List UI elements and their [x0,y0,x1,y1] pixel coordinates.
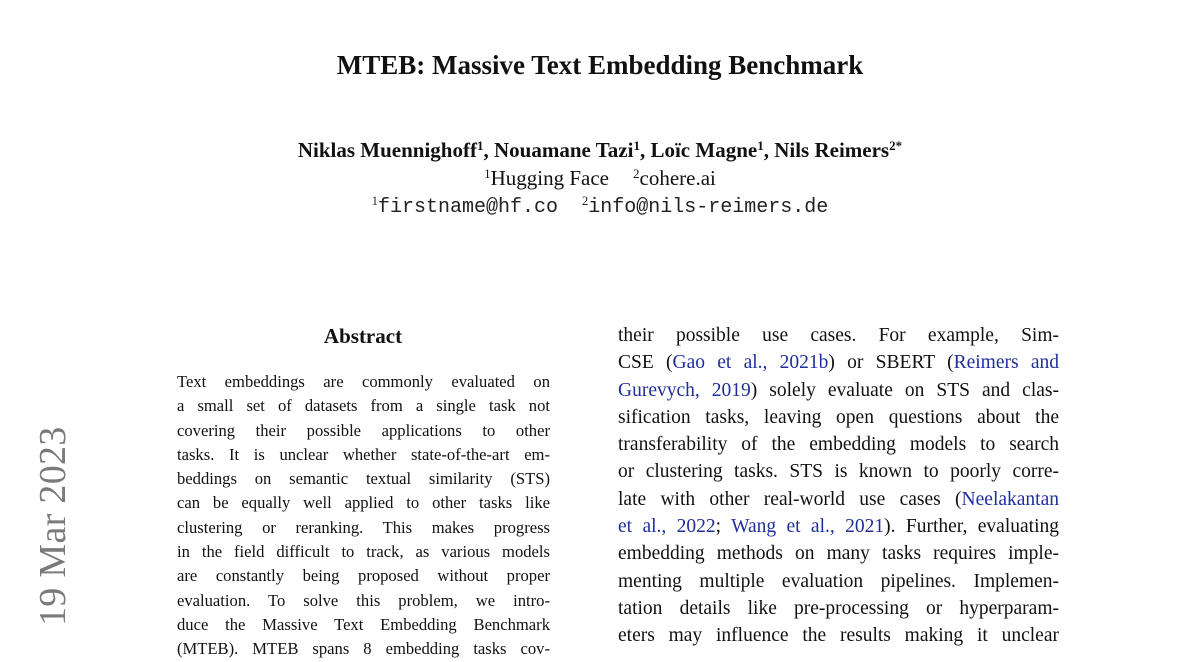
affiliation-mark: 2 [633,165,640,181]
text-line [618,568,1059,595]
citation-link[interactable]: Reimers and [953,352,1059,374]
abstract-line: covering their possible applications to other [177,420,550,440]
citation-link[interactable]: Gurevych, 2019 [618,379,751,401]
affiliation-mark: 1 [484,165,491,181]
text-line [618,486,1059,513]
author-name: Niklas Muennighoff [297,138,477,162]
email-mark: 2 [581,194,589,209]
citation-link[interactable]: Neelakantan [961,488,1059,510]
text-line [618,513,1059,540]
email-address: firstname@hf.co [377,196,558,219]
email-address: info@nils-reimers.de [588,196,829,219]
text-segment: eters may influence the results making it unclear [618,625,1059,647]
abstract-line: tasks. It is unclear whether state-of-the-art em- [177,444,550,464]
text-line [618,595,1059,622]
author-affiliation-mark: 1 [476,137,484,153]
abstract-line: in the field difficult to track, as various models [177,542,550,562]
affiliations [0,164,1200,192]
author-emails [0,194,1200,222]
text-segment: menting multiple evaluation pipelines. Implemen- [618,570,1059,592]
text-segment: embedding methods on many tasks requires imple- [618,543,1059,565]
author-affiliation-mark: 2* [889,137,903,153]
citation-link[interactable]: Wang et al., 2021 [731,516,885,538]
text-segment: their possible use cases. For example, Sim- [618,325,1059,346]
text-segment: ) solely evaluate on STS and clas- [750,379,1059,401]
author-name: Nouamane Tazi [494,138,634,162]
author-list: Niklas Muennighoff$^1$, Nouamane Tazi$^1$, Loïc Magne$^1$, Nils Reimers$^{2*}$ [297,137,903,162]
abstract-line: beddings on semantic textual similarity (STS) [177,469,550,489]
text-segment: ; [715,516,732,538]
author-affiliation-mark: 1 [633,137,640,153]
intro-column-text [618,322,1059,650]
citation-link[interactable]: et al., 2022 [618,516,716,538]
text-segment: CSE ( [618,352,673,374]
text-line [618,377,1059,404]
abstract-line: evaluation. To solve this problem, we intro- [177,590,550,610]
author-name: Nils Reimers [774,138,890,162]
text-line [618,458,1059,485]
text-segment: ). Further, evaluating [884,516,1059,538]
abstract-line: clustering or reranking. This makes progress [177,517,550,537]
affiliation-name: Hugging Face [490,166,610,190]
text-line [618,540,1059,567]
text-segment: or clustering tasks. STS is known to poorly corre- [618,461,1059,483]
text-line [618,322,1059,349]
text-line [618,622,1059,649]
abstract-text [177,370,550,662]
abstract-line: duce the Massive Text Embedding Benchmark [177,614,550,634]
abstract-line: are constantly being proposed without proper [177,566,550,586]
abstract-line: (MTEB). MTEB spans 8 embedding tasks cov- [177,639,550,659]
text-line [618,349,1059,376]
citation-link[interactable]: Gao et al., 2021b [672,352,829,374]
text-line [618,431,1059,458]
abstract-line: a small set of datasets from a single task not [177,396,550,416]
paper-title: MTEB: Massive Text Embedding Benchmark [336,50,864,80]
text-line [618,404,1059,431]
abstract-line: can be equally well applied to other tasks like [177,493,550,513]
author-name: Loïc Magne [650,138,758,162]
text-segment: tation details like pre-processing or hyperparam- [618,597,1059,619]
text-segment: sification tasks, leaving open questions about the [618,406,1059,428]
text-segment: late with other real-world use cases ( [618,488,962,510]
abstract-heading: Abstract [323,324,403,348]
text-segment: transferability of the embedding models to search [618,434,1059,456]
arxiv-side-date: 19 Mar 2023 [32,426,74,626]
affiliation-name: cohere.ai [639,166,716,190]
abstract-line: Text embeddings are commonly evaluated on [177,372,550,391]
text-segment: ) or SBERT ( [828,352,954,374]
author-affiliation-mark: 1 [757,137,764,153]
email-mark: 1 [371,194,378,209]
